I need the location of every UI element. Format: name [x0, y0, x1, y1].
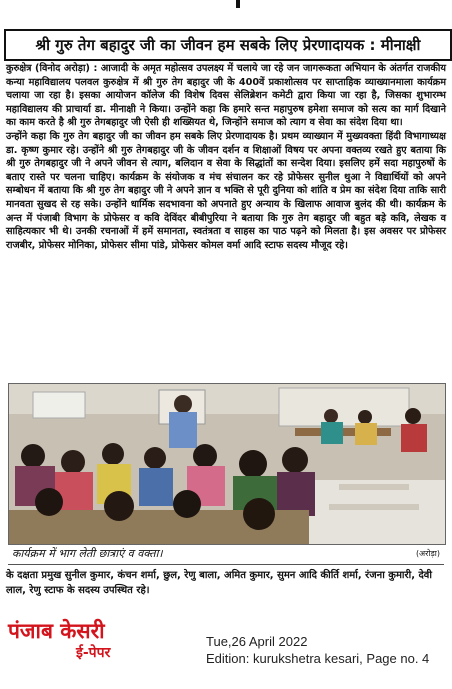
- edition-date: Tue,26 April 2022: [206, 634, 308, 649]
- paragraph-text: आजादी के अमृत महोत्सव उपलक्ष्य में चलाये जा रहे जन जागरूकता अभियान के अंतर्गत राजकीय कन्या महाविद्यालय पलवल कुरुक्षेत्र में श्री गुरु तेग बहादुर जी के 400वें प्रकाशोत्सव पर साप्ताहिक व्याख्यानमाला कार्यक्रम चलाया जा रहा है। इसका आयोजन कॉलेज की विशेष दिवस सेलिब्रेशन कमेटी द्वारा किया जा रहा है, जिसका शुभारम्भ महाविद्यालय की प्राचार्या डा. मीनाक्षी ने किया। उन्होंने कहा कि हमारे सन्त महापुरुष हमेशा समाज को सत्य का मार्ग दिखाने का काम करते है श्री गुरु तेगबहादुर जी ऐसी ही शख्सियत थे, जिन्होंने समाज को त्याग व सेवा का संदेश दिया था।: [6, 63, 446, 129]
- edition-label: Edition: kurukshetra kesari, Page no. 4: [206, 651, 430, 666]
- newspaper-logo: पंजाब केसरी: [8, 618, 105, 643]
- article-paragraph: [6, 130, 446, 252]
- dateline: कुरुक्षेत्र (विनोद अरोड़ा) :: [6, 63, 98, 74]
- event-photo: [8, 383, 446, 545]
- photo-credit: (अरोड़ा): [415, 549, 440, 558]
- paragraph-text: उन्होंने कहा कि गुरु तेग बहादुर जी का जीवन हम सबके लिए प्रेरणादायक है। प्रथम व्याख्यान में मुख्यवक्ता हिंदी विभागाध्यक्ष डा. कृष्ण कुमार रहे। उन्होंने श्री गुरु तेगबहादुर जी के जीवन दर्शन व शिक्षाओं विषय पर अपना वक्तव्य रखते हुए बताया कि श्री गुरु तेगबहादुर जी ने अपने जीवन से त्याग, बलिदान व सेवा के सिद्धांतों का सन्देश दिया। इसलिए हमें सदा महापुरुषों के बताए रास्ते पर चलना चाहिए। कार्यक्रम के संयोजक व मंच संचालन कर रहे प्रोफेसर सुनील थुआ ने विद्यार्थियों को अपने सम्बोधन में बताया कि श्री गुरु तेग बहादुर जी ने अपने ज्ञान व भक्ति से पूरी दुनिया को शांति व प्रेम का संदेश दिया ताकि सारी मानवता सुखद से रह सके। उन्होंने धार्मिक सदभावना को अपनाते हुए अन्याय के खिलाफ आवाज बुलंद की थी। कार्यक्रम के अन्त में पंजाबी विभाग के प्रोफेसर व कवि देविंदर बीबीपुरिया ने बताया कि गुरु तेग बहादुर जी बहुत बड़े कवि, लेखक व साहित्यकार भी थे। उनकी रचनाओं में हमें समानता, स्वतंत्रता व साहस का पाठ पढ़ने को मिलता है। इस अवसर पर प्रोफेसर राजबीर, प्रोफेसर मोनिका, प्रोफेसर सीमा पांडे, प्रोफेसर कोमल वर्मा आदि स्टाफ सदस्य मौजूद रहे।: [6, 130, 446, 251]
- edition-info: [206, 633, 446, 667]
- photo-caption-row: [8, 544, 444, 565]
- article-body: [6, 62, 446, 252]
- brand-block: [8, 618, 168, 682]
- top-mark: [236, 0, 240, 8]
- photo-caption: कार्यक्रम में भाग लेती छात्राएं व वक्ता।: [12, 547, 163, 560]
- article-paragraph: [6, 62, 446, 130]
- epaper-label: ई-पेपर: [76, 645, 111, 661]
- top-border: [0, 0, 452, 8]
- adjacent-article-fragment: के दक्षता प्रमुख सुनील कुमार, कंचन शर्मा, छुल, रेणु बाला, अमित कुमार, सुमन आदि कीर्ति शर्मा, रंजना कुमारी, देवी लाल, रेणु स्टाफ के सदस्य उपस्थित रहे।: [6, 570, 432, 596]
- headline: श्री गुरु तेग बहादुर जी का जीवन हम सबके लिए प्रेरणादायक : मीनाक्षी: [4, 29, 452, 61]
- classroom-photo-illustration: [9, 384, 445, 544]
